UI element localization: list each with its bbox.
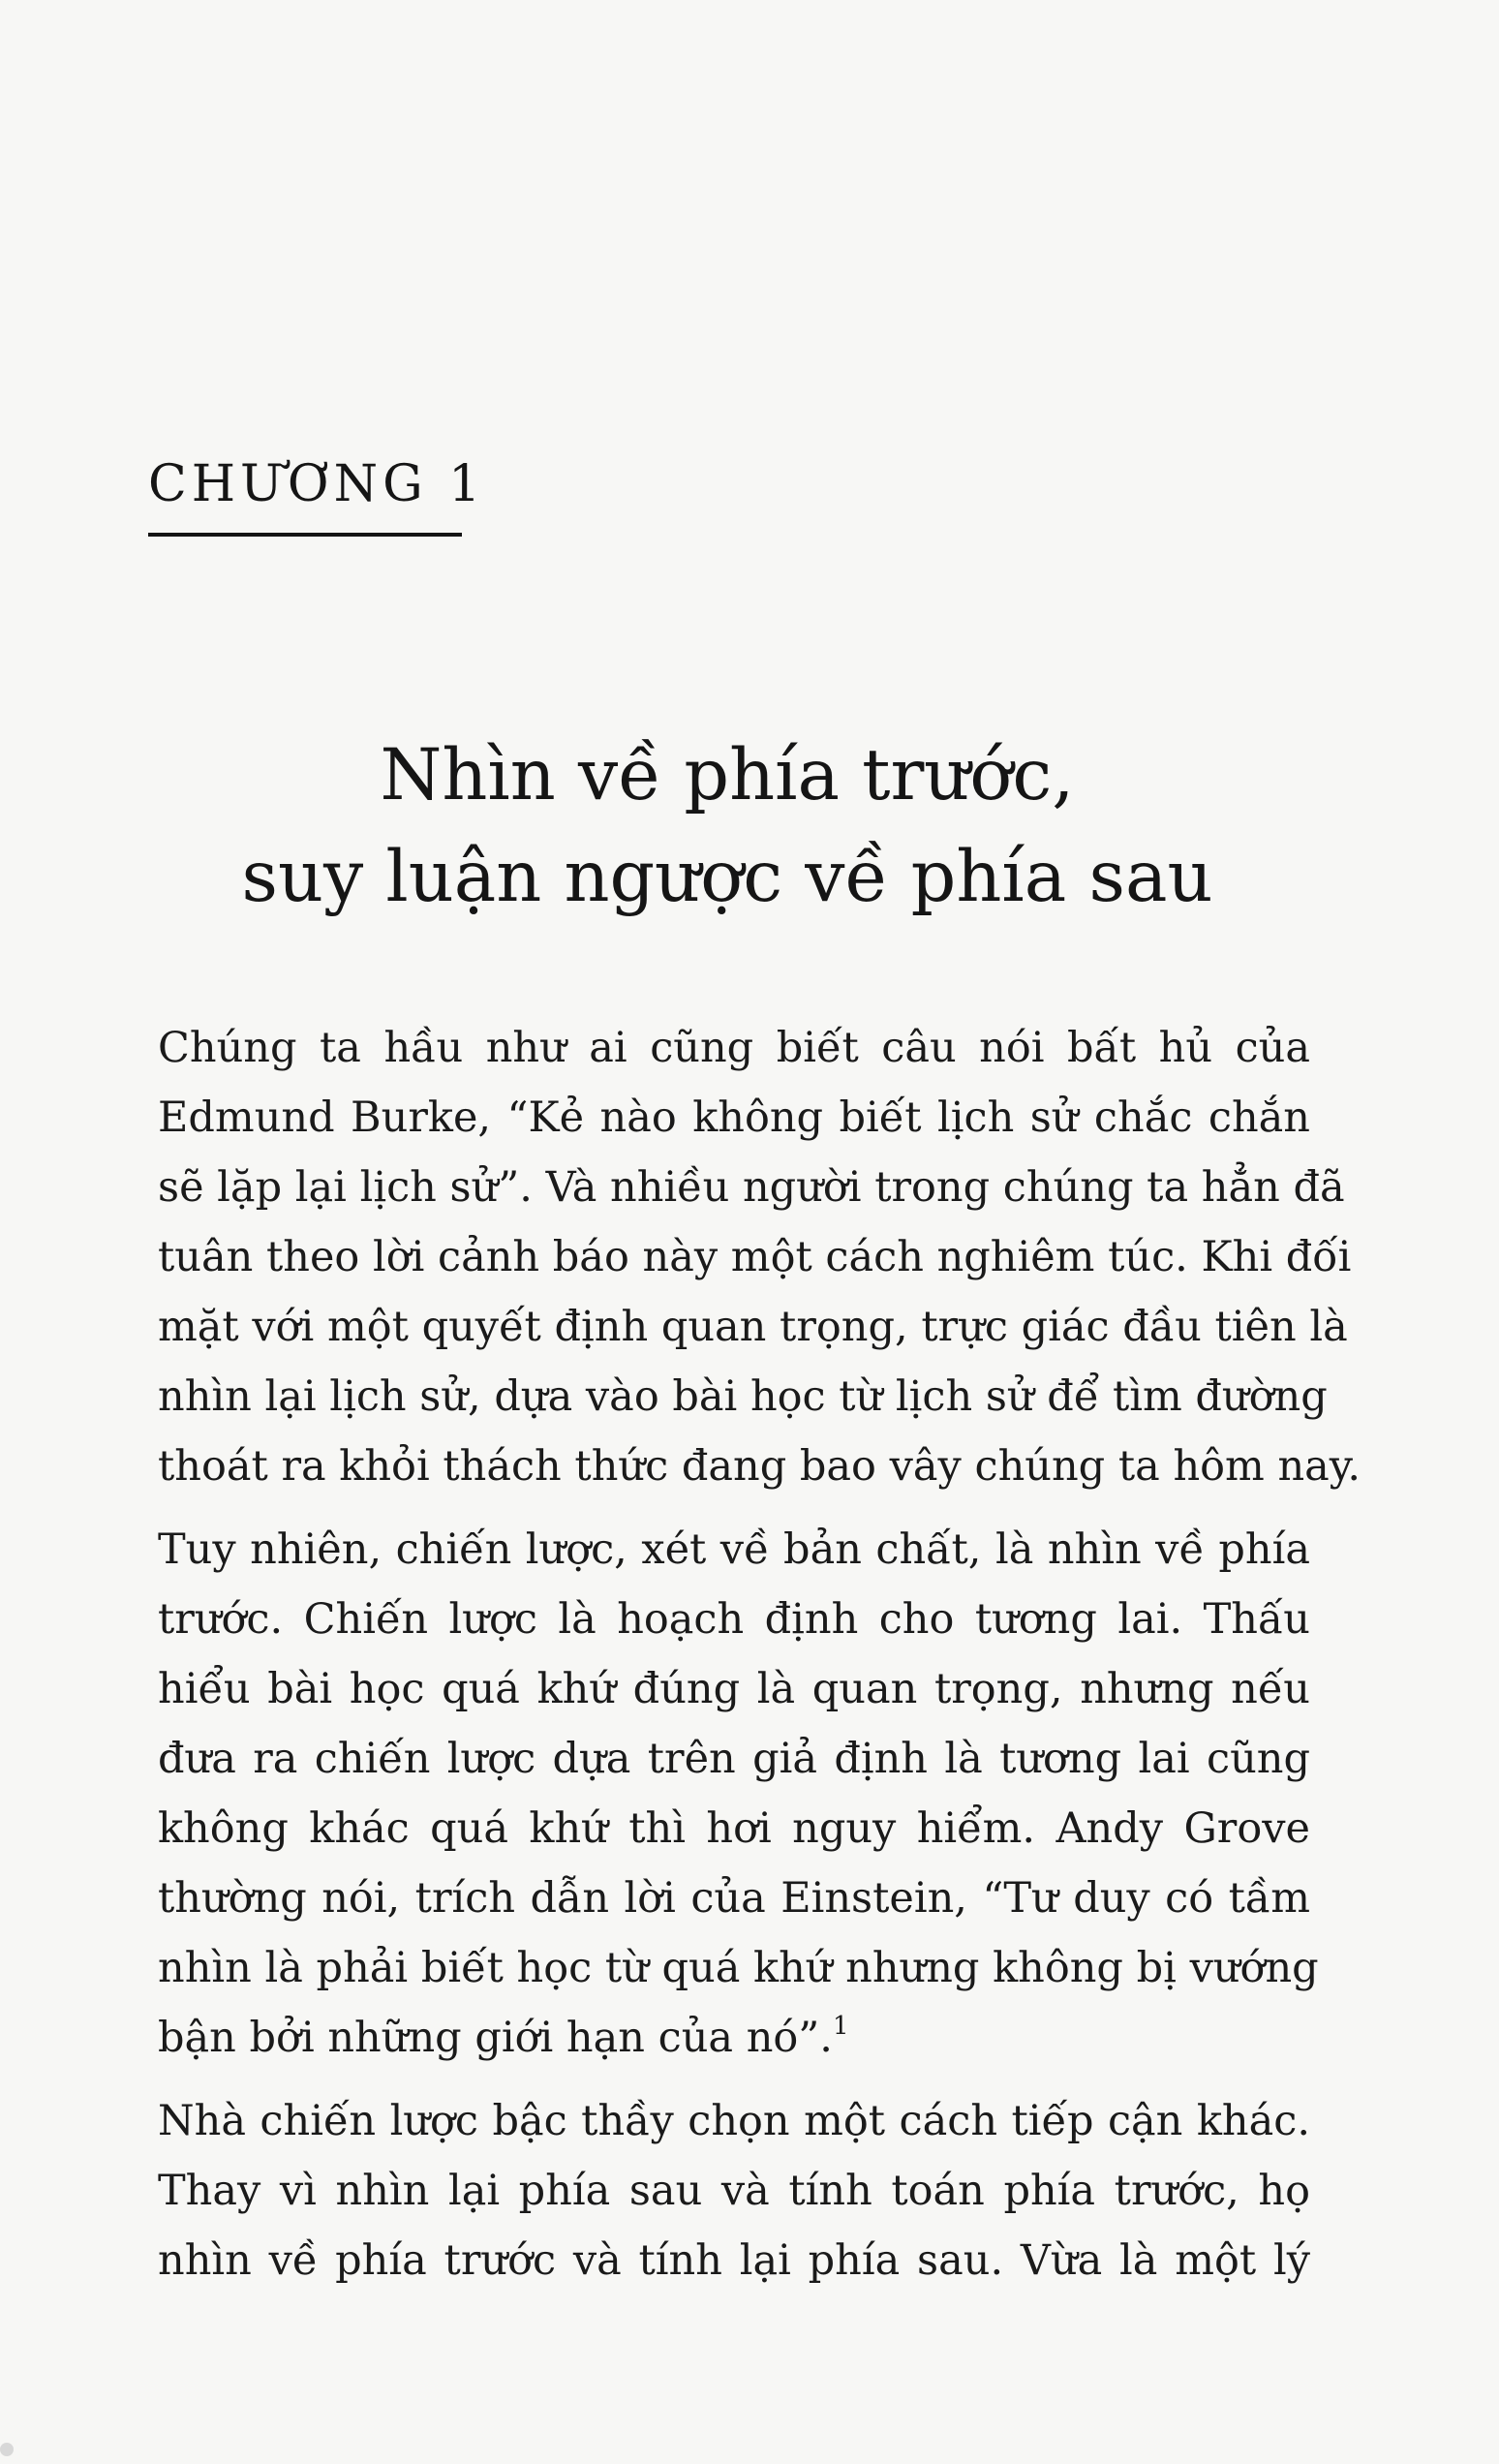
text-line: tuân theo lời cảnh báo này một cách nghiêm túc. Khi đối xyxy=(158,1233,1352,1281)
text-line: Nhà chiến lược bậc thầy chọn một cách tiếp cận khác. xyxy=(158,2097,1310,2145)
chapter-underline xyxy=(148,533,462,537)
text-line: Thay vì nhìn lại phía sau và tính toán phía trước, họ xyxy=(158,2167,1310,2215)
text-line: đưa ra chiến lược dựa trên giả định là tương lai cũng xyxy=(158,1735,1310,1783)
chapter-title xyxy=(148,724,1306,928)
paragraph-1 xyxy=(158,1013,1361,1501)
text-line: thoát ra khỏi thách thức đang bao vây chúng ta hôm nay. xyxy=(158,1442,1361,1491)
text-line: mặt với một quyết định quan trọng, trực giác đầu tiên là xyxy=(158,1303,1348,1351)
text-line: Edmund Burke, “Kẻ nào không biết lịch sử chắc chắn xyxy=(158,1093,1310,1142)
text-line: hiểu bài học quá khứ đúng là quan trọng, nhưng nếu xyxy=(158,1665,1310,1713)
text-line: bận bởi những giới hạn của nó”. xyxy=(158,2014,833,2062)
chapter-title-line: suy luận ngược về phía sau xyxy=(241,836,1213,918)
chapter-label: CHƯƠNG 1 xyxy=(148,455,486,513)
paragraph-2 xyxy=(158,1515,1319,2073)
text-line: Tuy nhiên, chiến lược, xét về bản chất, là nhìn về phía xyxy=(158,1525,1310,1574)
text-line: thường nói, trích dẫn lời của Einstein, “Tư duy có tầm xyxy=(158,1874,1310,1923)
text-line-with-footnote xyxy=(158,2003,1310,2073)
text-line: Chúng ta hầu như ai cũng biết câu nói bất hủ của xyxy=(158,1024,1310,1072)
text-line: nhìn lại lịch sử, dựa vào bài học từ lịch sử để tìm đường xyxy=(158,1372,1328,1421)
text-line: nhìn là phải biết học từ quá khứ nhưng không bị vướng xyxy=(158,1944,1319,1992)
footnote-marker[interactable]: 1 xyxy=(832,2012,849,2041)
text-line: trước. Chiến lược là hoạch định cho tương lai. Thấu xyxy=(158,1595,1310,1644)
body-text xyxy=(158,1013,1361,2309)
paragraph-3 xyxy=(158,2086,1310,2295)
text-line: không khác quá khứ thì hơi nguy hiểm. Andy Grove xyxy=(158,1804,1310,1853)
text-line: nhìn về phía trước và tính lại phía sau. Vừa là một lý xyxy=(158,2236,1310,2285)
chapter-title-line: Nhìn về phía trước, xyxy=(380,734,1075,816)
scan-speck xyxy=(0,2443,14,2456)
text-line: sẽ lặp lại lịch sử”. Và nhiều người trong chúng ta hẳn đã xyxy=(158,1163,1345,1212)
